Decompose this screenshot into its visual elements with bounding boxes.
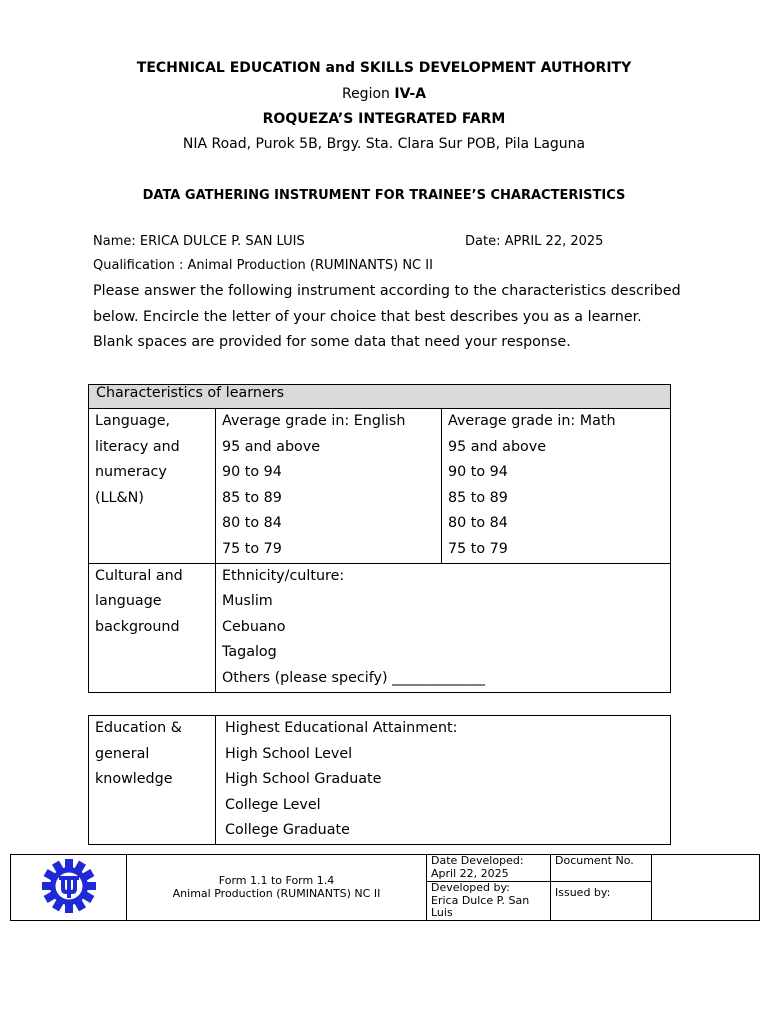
lln-label-cell xyxy=(89,409,216,564)
footer-blank-cell xyxy=(652,855,760,921)
developed-by-value: Luis xyxy=(431,906,453,919)
math-grade-heading: Average grade in: Math xyxy=(448,413,616,429)
logo-cell xyxy=(11,855,127,921)
lln-label-line: literacy and xyxy=(95,438,180,455)
date-developed-value: April 22, 2025 xyxy=(431,866,509,880)
document-footer xyxy=(10,854,760,921)
developed-by-value: Erica Dulce P. San xyxy=(431,893,530,907)
date-developed-cell xyxy=(427,855,551,882)
developed-by-label: Developed by: xyxy=(431,881,510,894)
education-heading: Highest Educational Attainment: xyxy=(225,720,458,736)
form-date: Date: APRIL 22, 2025 xyxy=(465,234,604,249)
culture-options-cell xyxy=(216,563,671,692)
ethnicity-other-option[interactable]: Others (please specify) _____________ xyxy=(222,669,486,686)
qualification: Qualification : Animal Production (RUMINANTS) NC II xyxy=(93,258,433,273)
form-qualification: Animal Production (RUMINANTS) NC II xyxy=(172,887,381,901)
education-label-line: general xyxy=(95,745,150,762)
english-grade-heading: Average grade in: English xyxy=(222,413,406,429)
developed-by-cell xyxy=(427,882,551,921)
region-prefix: Region xyxy=(341,86,395,102)
learner-characteristics-table xyxy=(88,384,671,693)
math-grade-option[interactable]: 80 to 84 xyxy=(448,515,508,532)
authority-title: TECHNICAL EDUCATION and SKILLS DEVELOPMENT AUTHORITY xyxy=(136,60,632,76)
culture-label-line: background xyxy=(95,618,180,635)
math-grade-option[interactable]: 75 to 79 xyxy=(448,540,508,557)
table-heading: Characteristics of learners xyxy=(89,385,671,409)
lln-label-line: numeracy xyxy=(95,464,167,481)
education-table xyxy=(88,715,671,845)
document-no-label: Document No. xyxy=(555,854,634,867)
english-grade-option[interactable]: 85 to 89 xyxy=(222,489,282,506)
education-label-cell xyxy=(89,716,216,845)
english-grade-option[interactable]: 90 to 94 xyxy=(222,464,282,481)
ethnicity-heading: Ethnicity/culture: xyxy=(222,567,345,584)
math-grade-option[interactable]: 85 to 89 xyxy=(448,489,508,506)
farm-name: ROQUEZA’S INTEGRATED FARM xyxy=(262,111,506,127)
ethnicity-option[interactable]: Cebuano xyxy=(222,618,286,635)
form-info-cell xyxy=(127,855,427,921)
date-developed-label: Date Developed: xyxy=(431,854,524,867)
math-grade-option[interactable]: 90 to 94 xyxy=(448,464,508,481)
culture-label-cell xyxy=(89,563,216,692)
region-line xyxy=(0,86,768,102)
lln-label-line: Language, xyxy=(95,413,171,429)
document-no-cell xyxy=(551,855,652,882)
trainee-name: Name: ERICA DULCE P. SAN LUIS xyxy=(93,234,305,249)
education-option[interactable]: High School Graduate xyxy=(225,771,382,788)
region-value: IV-A xyxy=(394,86,427,102)
ethnicity-option[interactable]: Muslim xyxy=(222,593,273,610)
instructions-paragraph: Please answer the following instrument according to the characteristics described below. Encircle the letter of your choice that best describes you as a learner. Blank spaces are provided for some data that need your response. xyxy=(93,283,681,351)
lln-label-line: (LL&N) xyxy=(95,489,144,506)
issued-by-cell xyxy=(551,882,652,921)
culture-label-line: language xyxy=(95,593,162,610)
farm-address: NIA Road, Purok 5B, Brgy. Sta. Clara Sur POB, Pila Laguna xyxy=(182,136,586,152)
form-range: Form 1.1 to Form 1.4 xyxy=(218,874,335,888)
education-option[interactable]: High School Level xyxy=(225,745,353,762)
education-option[interactable]: College Level xyxy=(225,796,321,813)
english-grade-cell xyxy=(216,409,442,564)
education-label-line: knowledge xyxy=(95,771,173,788)
ethnicity-option[interactable]: Tagalog xyxy=(222,644,277,661)
culture-label-line: Cultural and xyxy=(95,567,183,584)
english-grade-option[interactable]: 75 to 79 xyxy=(222,540,282,557)
english-grade-option[interactable]: 80 to 84 xyxy=(222,515,282,532)
math-grade-option[interactable]: 95 and above xyxy=(448,438,547,455)
math-grade-cell xyxy=(442,409,671,564)
education-option[interactable]: College Graduate xyxy=(225,822,350,839)
tesda-logo-icon xyxy=(39,856,99,916)
education-label-line: Education & xyxy=(95,720,182,736)
education-options-cell xyxy=(216,716,671,845)
english-grade-option[interactable]: 95 and above xyxy=(222,438,321,455)
instrument-title: DATA GATHERING INSTRUMENT FOR TRAINEE’S CHARACTERISTICS xyxy=(142,188,626,203)
issued-by-label: Issued by: xyxy=(555,886,611,899)
